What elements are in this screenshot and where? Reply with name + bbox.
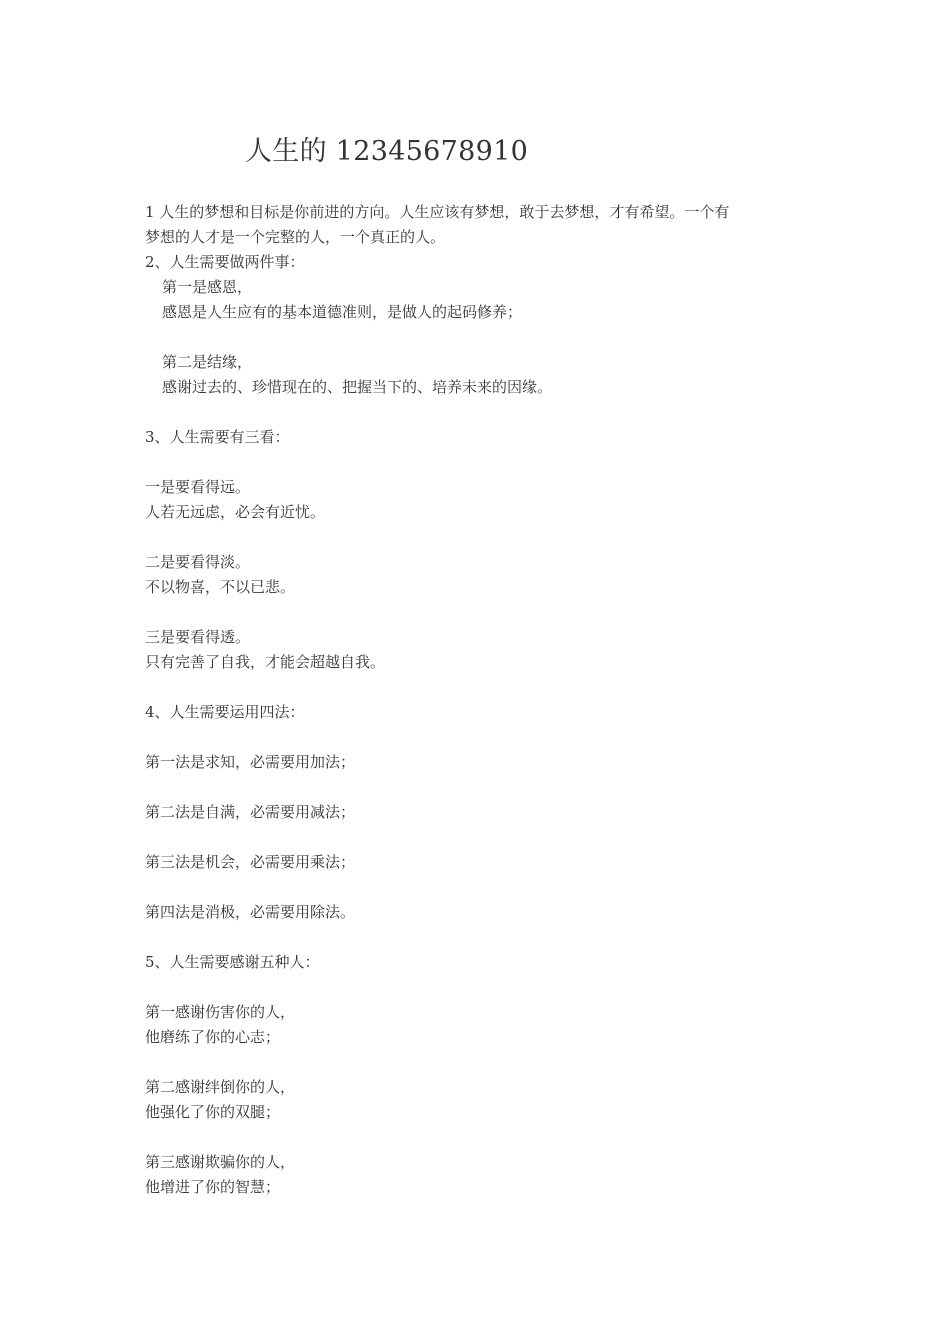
- paragraph-line: 第一法是求知，必需要用加法；: [145, 753, 356, 771]
- section-heading: 4、人生需要运用四法：: [145, 703, 305, 721]
- blank-line: [145, 675, 813, 700]
- blank-line: [145, 975, 813, 1000]
- paragraph-line: 他强化了你的双腿；: [145, 1103, 281, 1121]
- paragraph-line: 第二是结缘，: [162, 353, 253, 371]
- section-heading: 2、人生需要做两件事：: [145, 253, 305, 271]
- section-heading: 3、人生需要有三看：: [145, 428, 290, 446]
- blank-line: [145, 775, 813, 800]
- paragraph-line: 感恩是人生应有的基本道德准则，是做人的起码修养；: [162, 303, 523, 321]
- blank-line: [145, 525, 813, 550]
- paragraph-line: 第三法是机会，必需要用乘法；: [145, 853, 356, 871]
- paragraph-line: 第四法是消极，必需要用除法。: [145, 903, 356, 921]
- paragraph-line: 二是要看得淡。: [145, 553, 251, 571]
- paragraph-line: 他磨练了你的心志；: [145, 1028, 281, 1046]
- paragraph-line: 人若无远虑，必会有近忧。: [145, 503, 326, 521]
- document-body: [145, 200, 813, 1200]
- paragraph-line: 第一感谢伤害你的人，: [145, 1003, 296, 1021]
- paragraph-line: 第三感谢欺骗你的人，: [145, 1153, 296, 1171]
- paragraph-line: 梦想的人才是一个完整的人，一个真正的人。: [145, 228, 446, 246]
- paragraph-line: 不以物喜，不以已悲。: [145, 578, 296, 596]
- paragraph-line: 只有完善了自我，才能会超越自我。: [145, 653, 386, 671]
- paragraph-line: 三是要看得透。: [145, 628, 251, 646]
- blank-line: [145, 400, 813, 425]
- blank-line: [145, 825, 813, 850]
- paragraph-line: 第二感谢绊倒你的人，: [145, 1078, 296, 1096]
- blank-line: [145, 600, 813, 625]
- document-title: 人生的 12345678910: [245, 136, 529, 167]
- blank-line: [145, 450, 813, 475]
- blank-line: [145, 725, 813, 750]
- paragraph-line: 第一是感恩，: [162, 278, 253, 296]
- blank-line: [145, 875, 813, 900]
- blank-line: [145, 325, 813, 350]
- paragraph-line: 一是要看得远。: [145, 478, 251, 496]
- blank-line: [145, 1050, 813, 1075]
- paragraph-line: 第二法是自满，必需要用减法；: [145, 803, 356, 821]
- paragraph-line: 1 人生的梦想和目标是你前进的方向。人生应该有梦想，敢于去梦想，才有希望。一个有: [145, 203, 730, 221]
- section-heading: 5、人生需要感谢五种人：: [145, 953, 320, 971]
- paragraph-line: 他增进了你的智慧；: [145, 1178, 281, 1196]
- blank-line: [145, 925, 813, 950]
- blank-line: [145, 1125, 813, 1150]
- paragraph-line: 感谢过去的、珍惜现在的、把握当下的、培养未来的因缘。: [162, 378, 553, 396]
